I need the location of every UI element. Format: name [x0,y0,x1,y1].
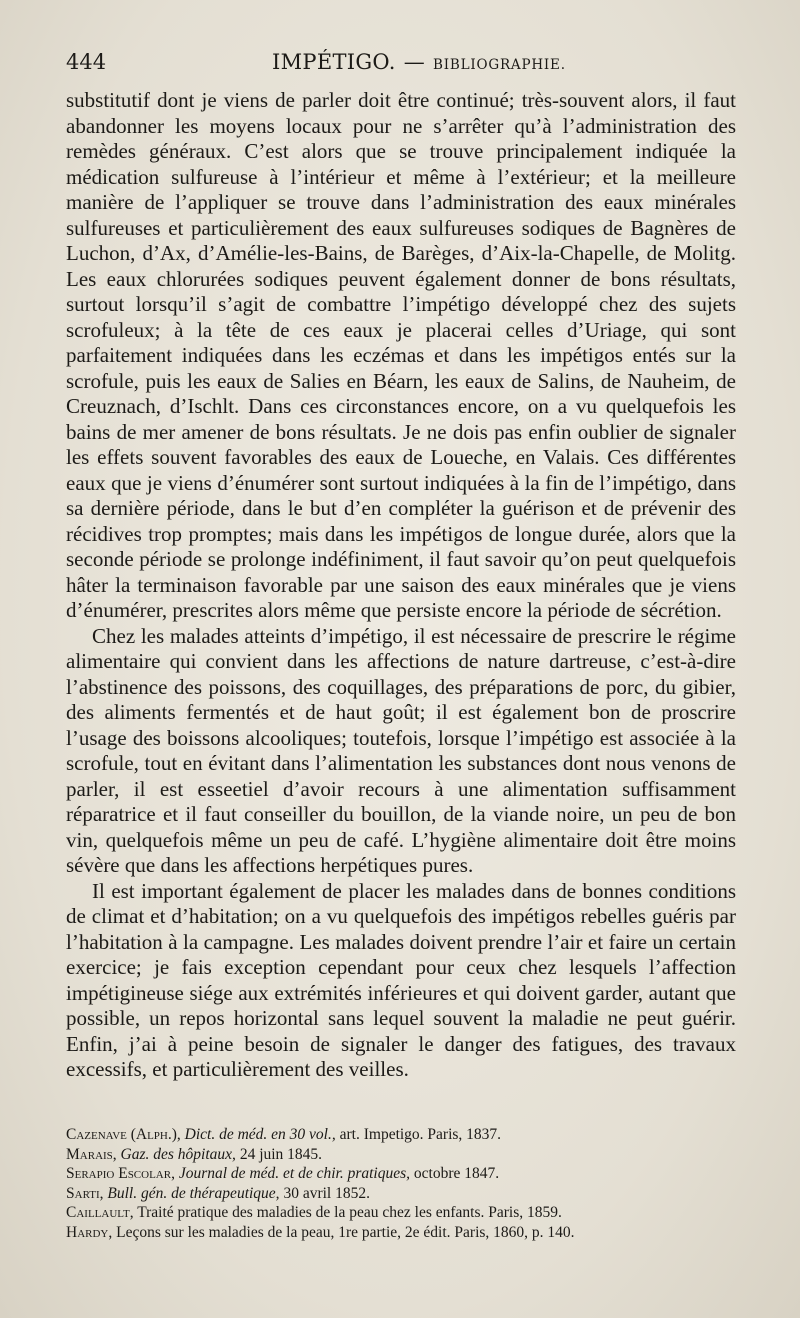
header-title: IMPÉTIGO. [272,50,396,74]
reference-details: Leçons sur les maladies de la peau, 1re partie, 2e édit. Paris, 1860, p. 140. [116,1223,575,1241]
running-header [66,50,734,82]
reference-author: Marais, [66,1145,117,1163]
reference-title: Bull. gén. de thérapeutique, [107,1184,280,1202]
reference-item [66,1223,736,1243]
reference-details: art. Impetigo. Paris, 1837. [339,1126,502,1143]
paragraph-2: Chez les malades atteints d’impétigo, il est nécessaire de prescrire le régime alimentaire qui convient dans les affections de nature dartreuse, c’est-à-dire l’abstinence des poissons, des coquillages, des préparations de porc, du gibier, des aliments fermentés et de haut goût; il est également bon de proscrire l’usage des boissons alcooliques; toutefois, lorsque l’impétigo est associée à la scrofule, tout en évitant dans l’alimentation les substances dont nous venons de parler, il est esseetiel d’avoir recours à une alimentation suffisamment réparatrice et il faut conseiller du bouillon, de la viande noire, un peu de bon vin, quelquefois même un peu de café. L’hygiène alimentaire doit être moins sévère que dans les affections herpétiques pures. [66,623,736,877]
bibliography [66,1125,736,1242]
reference-item [66,1203,736,1223]
reference-details: Traité pratique des maladies de la peau chez les enfants. Paris, 1859. [137,1204,562,1221]
reference-item [66,1125,736,1145]
reference-author: Serapio Escolar, [66,1165,175,1182]
reference-item [66,1184,736,1204]
body-text [66,88,736,1083]
reference-author: Hardy, [66,1223,113,1241]
header-title-group [272,50,566,74]
reference-author: Cazenave (Alph.), [66,1126,181,1143]
header-dash: — [403,50,426,74]
reference-item [66,1145,736,1165]
reference-author: Sarti, [66,1184,104,1202]
reference-details: 24 juin 1845. [239,1145,323,1163]
reference-details: octobre 1847. [413,1165,500,1182]
page-number: 444 [66,50,107,74]
reference-item [66,1164,736,1184]
reference-title: Journal de méd. et de chir. pratiques, [178,1165,411,1182]
reference-details: 30 avril 1852. [283,1184,370,1202]
paragraph-3: Il est important également de placer les malades dans de bonnes conditions de climat et d’habitation; on a vu quelquefois des impétigos rebelles guéris par l’habitation à la campagne. Les malades doivent prendre l’air et faire un certain exercice; je fais exception cependant pour ceux chez lesquels l’affection impétigineuse siége aux extrémités inférieures et qui doivent garder, autant que possible, un repos horizontal sans lequel souvent la maladie ne peut guérir. Enfin, j’ai à peine besoin de signaler le danger des fatigues, des travaux excessifs, et particulièrement des veilles. [66,878,736,1081]
header-section: BIBLIOGRAPHIE. [433,57,566,73]
reference-author: Caillault, [66,1204,134,1221]
reference-title: Gaz. des hôpitaux, [120,1145,236,1163]
paragraph-1: substitutif dont je viens de parler doit être continué; très-souvent alors, il faut abandonner les moyens locaux pour ne s’arrêter qu’à l’administration des remèdes généraux. C’est alors que se trouve principalement indiquée la médication sulfureuse à l’intérieur et même à l’extérieur; et la meilleure manière de l’appliquer se trouve dans l’administration des eaux minérales sulfureuses et particulièrement des eaux sulfureuses sodiques de Bagnères de Luchon, d’Ax, d’Amélie-les-Bains, de Barèges, d’Aix-la-Chapelle, de Molitg. Les eaux chlorurées sodiques peuvent également donner de bons résultats, surtout lorsqu’il s’agit de combattre l’impétigo développé chez des sujets scrofuleux; à la tête de ces eaux je placerai celles d’Uriage, qui sont parfaitement indiquées dans les eczémas et dans les impétigos entés sur la scrofule, puis les eaux de Salies en Béarn, les eaux de Salins, de Nauheim, de Creuznach, d’Ischlt. Dans ces circonstances encore, on a vu quelquefois les bains de mer amener de bons résultats. Je ne dois pas enfin oublier de signaler les effets souvent favorables des eaux de Loueche, en Valais. Ces différentes eaux que je viens d’énumérer sont surtout indiquées à la fin de l’impétigo, dans sa dernière période, dans le but d’en compléter la guérison et de prévenir des récidives trop promptes; mais dans les impétigos de longue durée, alors que la seconde période se prolonge indéfiniment, il faut savoir qu’on peut quelquefois hâter la terminaison favorable par une saison des eaux minérales que je viens d’énumérer, prescrites alors même que persiste encore la période de sécrétion. [66,88,736,622]
reference-title: Dict. de méd. en 30 vol., [184,1126,336,1143]
